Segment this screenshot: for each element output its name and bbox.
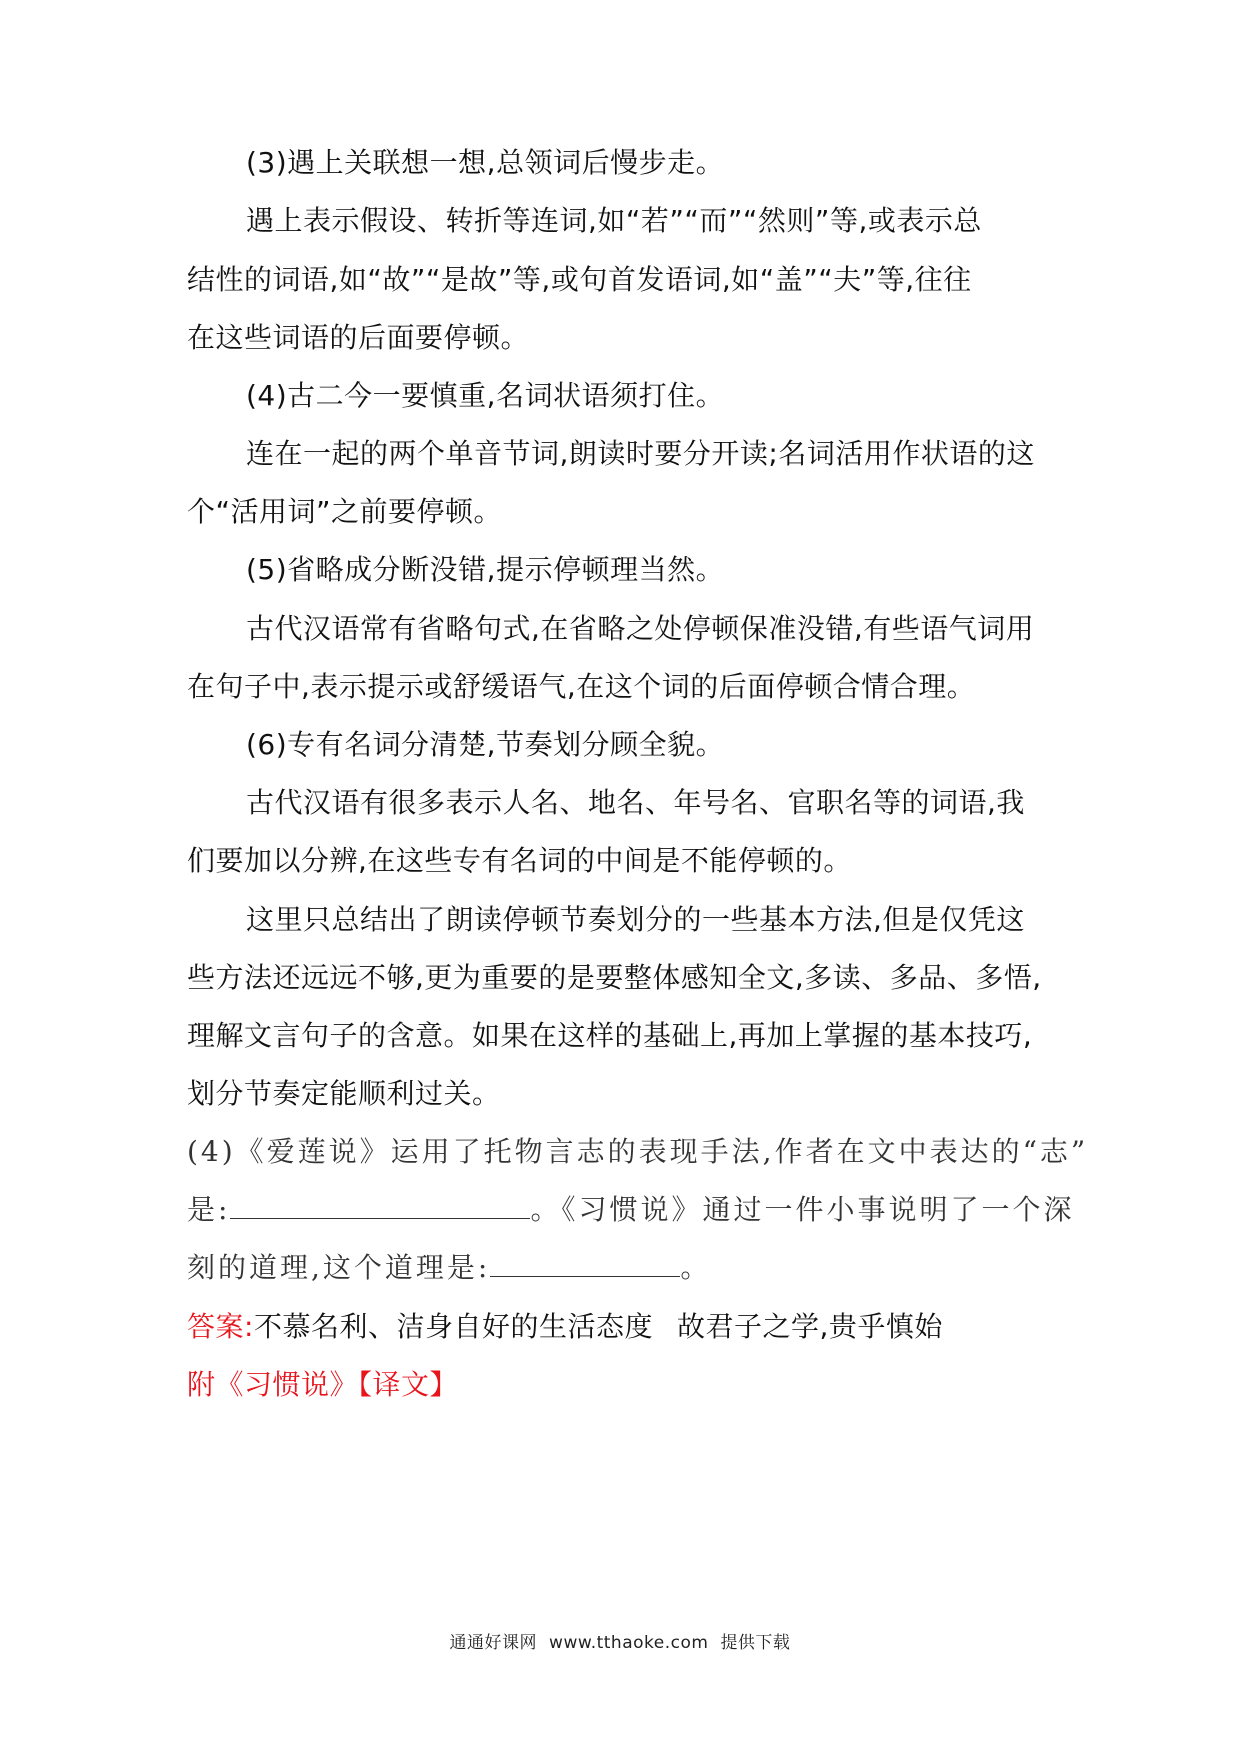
footer-url: www.tthaoke.com [549, 1633, 709, 1653]
question-text [187, 1248, 1057, 1288]
answer-part-1: 不慕名利、洁身自好的生活态度 [253, 1310, 653, 1343]
rule-5-text: 在句子中,表示提示或舒缓语气,在这个词的后面停顿合情合理。 [187, 670, 976, 703]
rule-6-text: 们要加以分辨,在这些专有名词的中间是不能停顿的。 [187, 844, 852, 877]
question-suffix: 。 [680, 1251, 712, 1284]
summary-text: 划分节奏定能顺利过关。 [187, 1077, 501, 1110]
rule-3-text: 在这些词语的后面要停顿。 [187, 321, 530, 354]
answer-label: 答案: [187, 1310, 254, 1343]
question-text [187, 1190, 1075, 1230]
answer-part-2: 故君子之学,贵乎慎始 [676, 1310, 943, 1343]
summary-text: 些方法还远远不够,更为重要的是要整体感知全文,多读、多品、多悟, [187, 961, 1042, 994]
answer-blank-1 [230, 1192, 530, 1219]
summary-text: 理解文言句子的含意。如果在这样的基础上,再加上掌握的基本技巧, [187, 1019, 1033, 1052]
footer-site-name: 通通好课网 [449, 1633, 538, 1653]
rule-6-heading: (6)专有名词分清楚,节奏划分顾全貌。 [246, 728, 725, 761]
rule-4-text: 连在一起的两个单音节词,朗读时要分开读;名词活用作状语的这 [246, 437, 1035, 470]
summary-text: 这里只总结出了朗读停顿节奏划分的一些基本方法,但是仅凭这 [246, 903, 1025, 936]
question-text: (4)《爱莲说》运用了托物言志的表现手法,作者在文中表达的“志” [187, 1135, 1089, 1168]
rule-5-heading: (5)省略成分断没错,提示停顿理当然。 [246, 553, 725, 586]
rule-5-text: 古代汉语常有省略句式,在省略之处停顿保准没错,有些语气词用 [246, 612, 1035, 645]
rule-4-heading: (4)古二今一要慎重,名词状语须打住。 [246, 379, 725, 412]
rule-3-heading: (3)遇上关联想一想,总领词后慢步走。 [246, 146, 725, 179]
question-prefix: 刻的道理,这个道理是: [187, 1251, 491, 1284]
rule-3-text: 遇上表示假设、转折等连词,如“若”“而”“然则”等,或表示总 [246, 204, 982, 237]
footer-note: 提供下载 [720, 1633, 791, 1653]
rule-4-text: 个“活用词”之前要停顿。 [187, 495, 503, 528]
page-footer [0, 1631, 1240, 1655]
answer-line [187, 1307, 1057, 1347]
answer-blank-2 [490, 1250, 680, 1277]
rule-6-text: 古代汉语有很多表示人名、地名、年号名、官职名等的词语,我 [246, 786, 1025, 819]
appendix-title: 附《习惯说》【译文】 [187, 1368, 459, 1401]
question-suffix: 。《习惯说》通过一件小事说明了一个深 [530, 1193, 1075, 1226]
rule-3-text: 结性的词语,如“故”“是故”等,或句首发语词,如“盖”“夫”等,往往 [187, 263, 972, 296]
question-prefix: 是: [187, 1193, 231, 1226]
